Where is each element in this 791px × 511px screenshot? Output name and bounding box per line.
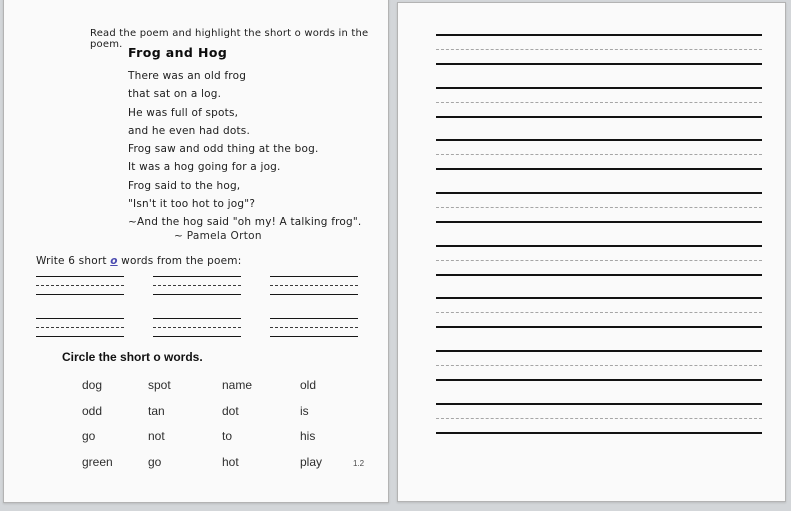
blank-line-top [36,318,124,319]
rule-line-middle [436,365,762,366]
word-option: dot [222,403,239,418]
answer-blank [36,276,124,296]
blank-line-bottom [270,336,358,337]
poem-title: Frog and Hog [128,45,228,60]
blank-line-bottom [270,294,358,295]
poem-attribution: ~ Pamela Orton [174,230,262,242]
word-option: green [82,455,113,470]
rule-line-top [436,34,762,36]
handwriting-lines [436,34,762,456]
poem-line: ~And the hog said "oh my! A talking frog". [128,216,362,229]
handwriting-line-group [436,87,762,117]
rule-line-top [436,245,762,247]
rule-line-bottom [436,168,762,170]
blank-line-middle [36,285,124,286]
poem-line: It was a hog going for a jog. [128,161,281,174]
word-option: old [300,378,317,392]
answer-blank [270,318,358,338]
write-instruction [36,255,241,267]
blank-line-top [270,276,358,277]
circle-heading: Circle the short o words. [62,350,203,364]
word-option: odd [82,403,103,418]
rule-line-top [436,350,762,352]
handwriting-line-group [436,350,762,380]
rule-line-bottom [436,379,762,381]
write-instruction-suffix: words from the poem: [117,255,242,267]
answer-blanks [36,276,358,338]
word-option: not [148,429,165,444]
blank-line-middle [270,285,358,286]
handwriting-line-group [436,245,762,275]
handwriting-line-group [436,34,762,64]
rule-line-bottom [436,63,762,65]
word-option: is [300,403,309,418]
blank-line-top [153,276,241,277]
answer-blank [36,318,124,338]
word-option: his [300,429,316,444]
blank-line-middle [270,327,358,328]
word-option: play [300,455,323,470]
rule-line-bottom [436,326,762,328]
poem-line: Frog said to the hog, [128,179,241,192]
blank-line-bottom [153,336,241,337]
rule-line-bottom [436,116,762,118]
blank-line-bottom [36,336,124,337]
rule-line-top [436,297,762,299]
poem-line: Frog saw and odd thing at the bog. [128,143,319,156]
rule-line-bottom [436,432,762,434]
blank-line-middle [36,327,124,328]
handwriting-line-group [436,139,762,169]
rule-line-middle [436,312,762,313]
writing-lines-page [397,2,786,502]
poem-line: that sat on a log. [128,88,222,101]
poem-lines [128,67,361,232]
rule-line-bottom [436,221,762,223]
word-option: to [222,429,233,444]
blank-line-middle [153,285,241,286]
worksheet-page [3,0,389,503]
rule-line-top [436,192,762,194]
blank-line-middle [153,327,241,328]
rule-line-middle [436,154,762,155]
handwriting-line-group [436,297,762,327]
write-instruction-prefix: Write 6 short [36,255,111,267]
word-option: name [222,378,253,392]
poem-line: He was full of spots, [128,106,239,119]
rule-line-middle [436,49,762,50]
rule-line-middle [436,260,762,261]
blank-line-top [153,318,241,319]
rule-line-middle [436,102,762,103]
blank-line-bottom [153,294,241,295]
rule-line-top [436,403,762,405]
word-grid [82,373,365,476]
blank-line-top [270,318,358,319]
word-option: tan [148,403,165,418]
handwriting-line-group [436,403,762,433]
answer-blank [153,318,241,338]
word-option: go [148,455,162,470]
rule-line-top [436,139,762,141]
poem-line: There was an old frog [128,70,247,82]
word-option: hot [222,455,239,470]
answer-blank [153,276,241,296]
rule-line-middle [436,207,762,208]
poem-line: and he even had dots. [128,124,250,137]
word-option: spot [148,378,171,392]
word-option: go [82,429,96,444]
word-option: dog [82,378,103,392]
handwriting-line-group [436,192,762,222]
instruction-text: Read the poem and highlight the short o words in the poem. [90,28,369,50]
blank-line-bottom [36,294,124,295]
poem-line: "Isn't it too hot to jog"? [128,198,256,211]
rule-line-middle [436,418,762,419]
answer-blank [270,276,358,296]
rule-line-bottom [436,274,762,276]
blank-line-top [36,276,124,277]
page-number: 1.2 [353,459,365,468]
short-o-emphasis: o [110,255,118,267]
rule-line-top [436,87,762,89]
